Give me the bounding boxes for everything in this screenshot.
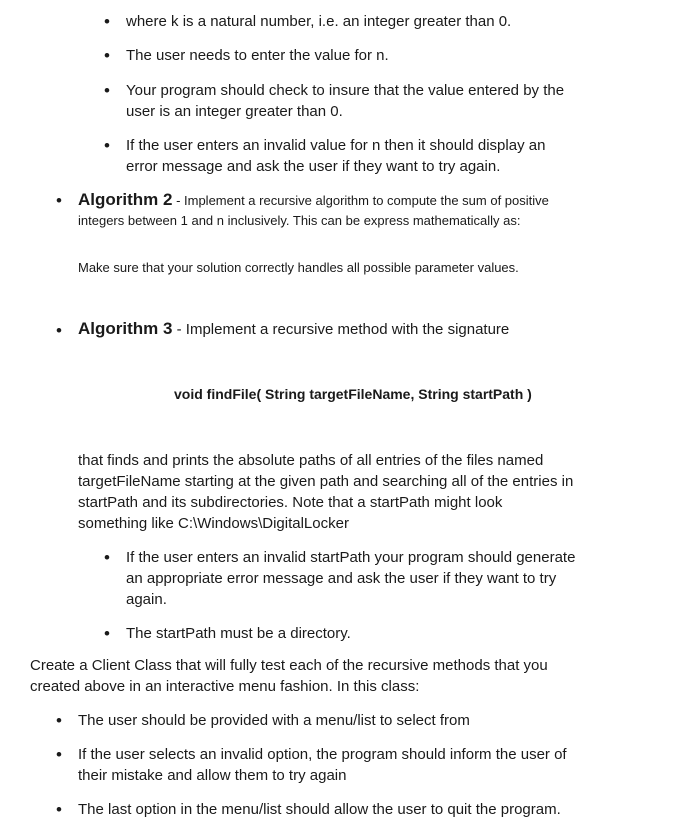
bullet-icon [56, 744, 62, 766]
sub-bullet-text: user is an integer greater than 0. [126, 103, 343, 120]
bullet-icon [104, 11, 110, 33]
client-para: Create a Client Class that will fully test each of the recursive methods that you [30, 657, 548, 674]
sub-bullet-text: again. [126, 591, 167, 608]
algorithm-2-note: Make sure that your solution correctly handles all possible parameter values. [78, 260, 519, 275]
algorithm-2-line1 [78, 189, 549, 211]
client-para: created above in an interactive menu fashion. In this class: [30, 678, 420, 695]
algorithm-3-heading: Algorithm 3 [78, 319, 173, 338]
algorithm-2-desc: - Implement a recursive algorithm to compute the sum of positive [172, 193, 549, 208]
algorithm-3-para: that finds and prints the absolute paths of all entries of the files named [78, 452, 544, 469]
client-bullet-text: The last option in the menu/list should allow the user to quit the program. [78, 801, 561, 818]
bullet-icon [104, 623, 110, 645]
sub-bullet-text: If the user enters an invalid startPath your program should generate [126, 549, 576, 566]
bullet-icon [56, 320, 62, 342]
sub-bullet-text: The user needs to enter the value for n. [126, 47, 389, 64]
bullet-icon [104, 45, 110, 67]
bullet-icon [104, 135, 110, 157]
algorithm-3-desc: - Implement a recursive method with the signature [172, 321, 510, 338]
client-bullet-text: If the user selects an invalid option, the program should inform the user of [78, 746, 567, 763]
algorithm-2-heading: Algorithm 2 [78, 190, 173, 209]
algorithm-3-para: something like C:\Windows\DigitalLocker [78, 515, 349, 532]
bullet-icon [56, 710, 62, 732]
bullet-icon [56, 190, 62, 212]
bullet-icon [104, 80, 110, 102]
algorithm-2-line2: integers between 1 and n inclusively. This can be express mathematically as: [78, 213, 521, 228]
client-bullet-text: their mistake and allow them to try again [78, 767, 347, 784]
sub-bullet-text: The startPath must be a directory. [126, 625, 351, 642]
sub-bullet-text: Your program should check to insure that the value entered by the [126, 82, 565, 99]
algorithm-3-line1 [78, 318, 509, 340]
sub-bullet-text: where k is a natural number, i.e. an integer greater than 0. [126, 13, 512, 30]
sub-bullet-text: an appropriate error message and ask the user if they want to try [126, 570, 557, 587]
sub-bullet-text: error message and ask the user if they want to try again. [126, 158, 501, 175]
method-signature: void findFile( String targetFileName, String startPath ) [174, 386, 532, 402]
bullet-icon [104, 547, 110, 569]
algorithm-3-para: targetFileName starting at the given path and searching all of the entries in [78, 473, 574, 490]
algorithm-3-para: startPath and its subdirectories. Note that a startPath might look [78, 494, 503, 511]
sub-bullet-text: If the user enters an invalid value for n then it should display an [126, 137, 546, 154]
client-bullet-text: The user should be provided with a menu/list to select from [78, 712, 470, 729]
bullet-icon [56, 799, 62, 821]
